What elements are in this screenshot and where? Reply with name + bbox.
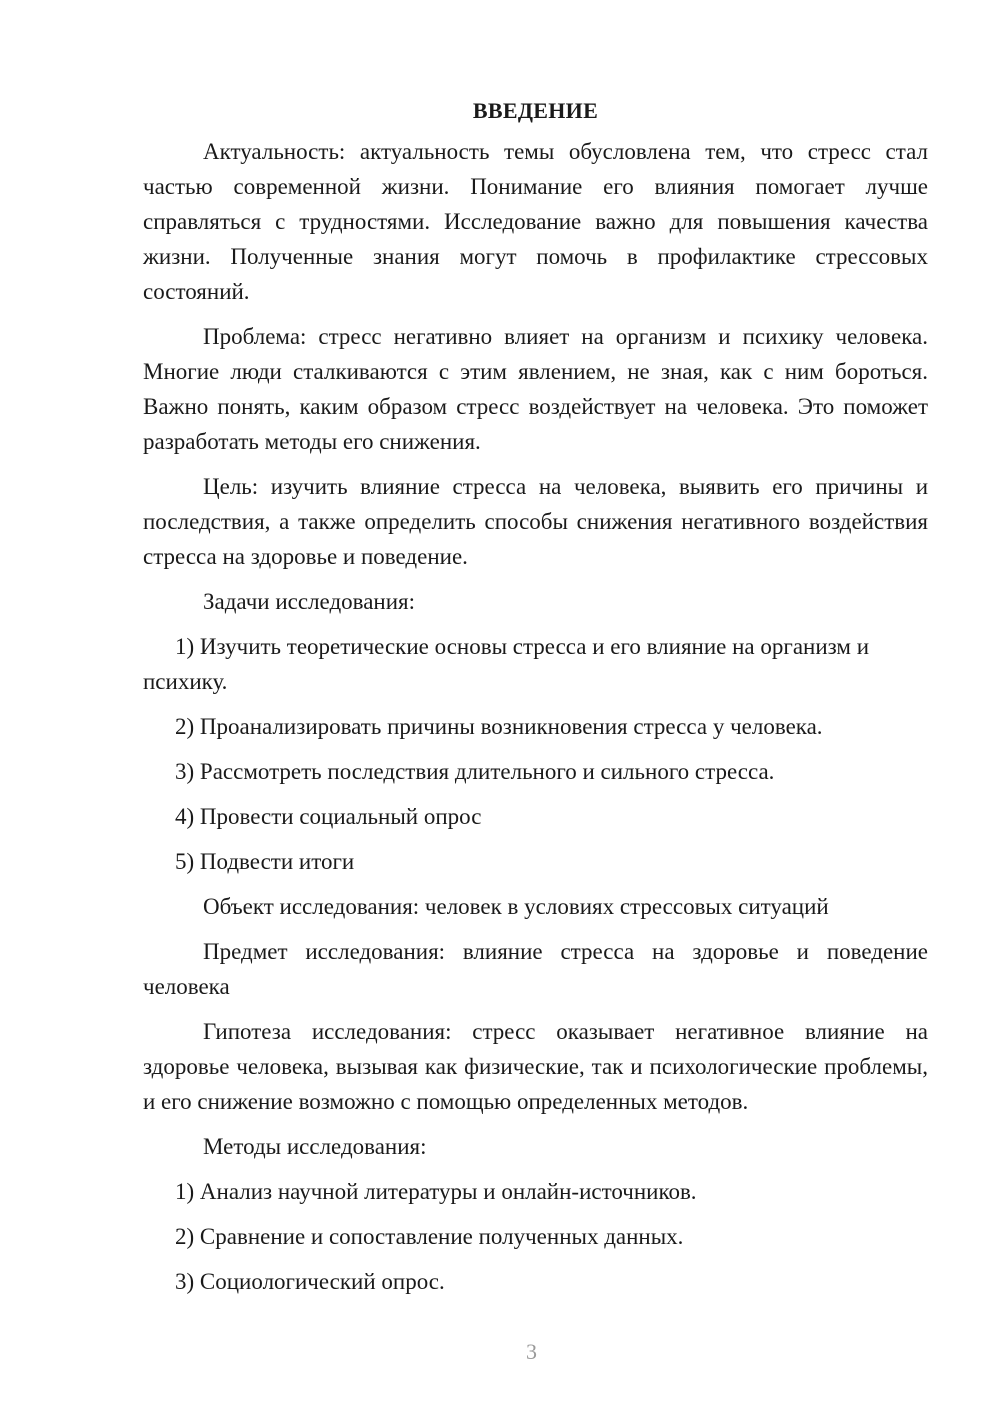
task-item: 4) Провести социальный опрос — [175, 804, 482, 829]
relevance-paragraph: Актуальность: актуальность темы обусловлена тем, что стресс стал частью современной жизни. Понимание его влияния помогает лучше справляться с трудностями. Исследование важно для повышения качества жизни. Полученные знания могут помочь в профилактике стрессовых состояний. — [143, 139, 928, 304]
method-item: 1) Анализ научной литературы и онлайн-источников. — [175, 1179, 697, 1204]
task-item: 1) Изучить теоретические основы стресса и его влияние на организм и психику. — [143, 634, 870, 694]
task-item: 3) Рассмотреть последствия длительного и сильного стресса. — [175, 759, 775, 784]
tasks-heading: Задачи исследования: — [203, 589, 416, 614]
section-title: ВВЕДЕНИЕ — [472, 98, 599, 123]
hypothesis-paragraph: Гипотеза исследования: стресс оказывает негативное влияние на здоровье человека, вызывая как физические, так и психологические проблемы, и его снижение возможно с помощью определенных методов. — [143, 1019, 928, 1114]
methods-heading: Методы исследования: — [203, 1134, 427, 1159]
page-content — [143, 93, 928, 1309]
method-item: 2) Сравнение и сопоставление полученных данных. — [175, 1224, 684, 1249]
goal-paragraph: Цель: изучить влияние стресса на человека, выявить его причины и последствия, а также определить способы снижения негативного воздействия стресса на здоровье и поведение. — [143, 474, 928, 569]
method-item: 3) Социологический опрос. — [175, 1269, 445, 1294]
object-paragraph: Объект исследования: человек в условиях стрессовых ситуаций — [203, 894, 829, 919]
subject-paragraph: Предмет исследования: влияние стресса на здоровье и поведение человека — [143, 939, 928, 999]
task-item: 5) Подвести итоги — [175, 849, 355, 874]
problem-paragraph: Проблема: стресс негативно влияет на организм и психику человека. Многие люди сталкиваются с этим явлением, не зная, как с ним бороться. Важно понять, каким образом стресс воздействует на человека. Это поможет разработать методы его снижения. — [143, 324, 928, 454]
page-number: 3 — [526, 1339, 537, 1364]
task-item: 2) Проанализировать причины возникновения стресса у человека. — [175, 714, 823, 739]
